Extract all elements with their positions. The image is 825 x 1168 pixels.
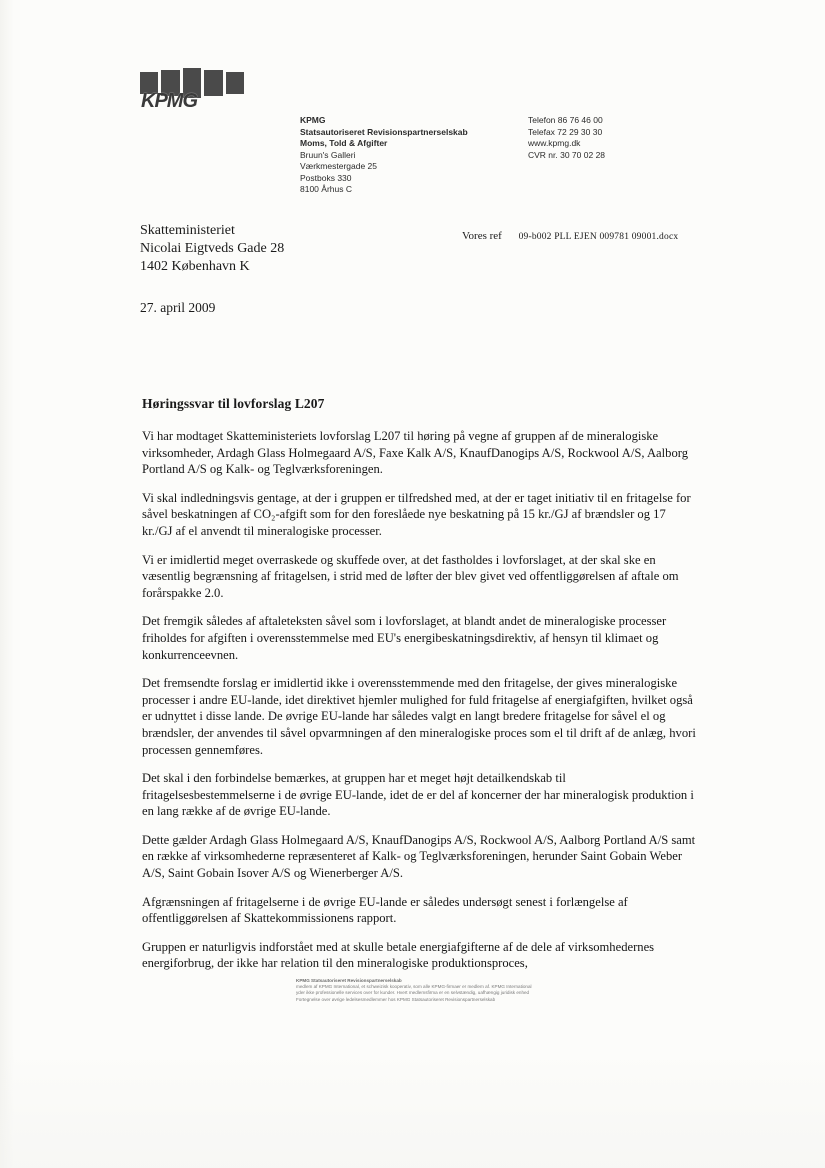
letterhead-box: Postboks 330 (300, 172, 352, 183)
page-title: Høringssvar til lovforslag L207 (142, 396, 325, 411)
recipient-line-2: Nicolai Eigtveds Gade 28 (140, 241, 285, 256)
letterhead-fax: Telefax 72 29 30 30 (528, 126, 603, 137)
paragraph: Gruppen er naturligvis indforstået med at skulle betale energiafgifterne af de dele af virksomhedernes energiforbrug, der ikke har relation til den mineralogiske produktionsproces, (142, 939, 655, 971)
footer-line: medlem af KPMG International, et schweizisk kooperativ, som alle KPMG-firmaer er medlem af. KPMG International (296, 984, 532, 990)
scan-edge-left (0, 0, 14, 1168)
letterhead-cvr: CVR nr. 30 70 02 28 (528, 149, 606, 160)
recipient-address (140, 222, 284, 276)
letter-date: 27. april 2009 (140, 300, 216, 315)
letterhead-address (300, 115, 468, 196)
paragraph: Det fremgik således af aftaleteksten såvel som i lovforslaget, at blandt andet de mineralogiske processer friholdes for afgiften i overensstemmelse med EU's energibeskatningsdirektiv, af hensyn til klimaet og konkurrenceevnen. (142, 614, 667, 662)
paragraph: Det skal i den forbindelse bemærkes, at gruppen har et meget højt detailkendskab til fritagelsesbestemmelserne i de øvrige EU-lande, idet de er del af koncerner der har mineralogisk produktion i en lang række af de øvrige EU-lande. (142, 771, 694, 819)
logo-wordmark: KPMG (141, 90, 197, 112)
letterhead-company: KPMG (300, 115, 326, 125)
letter-body (142, 428, 698, 972)
paragraph: Det fremsendte forslag er imidlertid ikke i overensstemmende med den fritagelse, der gives mineralogiske processer i andre EU-lande, idet direktivet hjemler mulighed for fuld fritagelse af energiafgiften, hvilket også er udnyttet i disse lande. De øvrige EU-lande har således valgt en langt bredere fritagelse for såvel el og brændsler, der anvendes til såvel opvarmningen af den mineralogiske proces som el til drift af de anlæg, hvori processen gennemføres. (142, 676, 696, 757)
reference-block (462, 230, 678, 242)
recipient-line-3: 1402 København K (140, 259, 250, 274)
footer-line: yder ikke professionelle services over for kunder. Hvert medlemsfirma er en selvstændig, uafhængig juridisk enhed (296, 990, 530, 996)
reference-value: 09-b002 PLL EJEN 009781 09001.docx (518, 232, 679, 242)
kpmg-logo (140, 68, 244, 112)
letterhead-street: Værkmestergade 25 (300, 161, 378, 171)
letterhead-phone: Telefon 86 76 46 00 (528, 115, 603, 125)
paragraph: Vi skal indledningsvis gentage, at der i gruppen er tilfredshed med, at der er taget initiativ til en fritagelse for såvel beskatningen af CO₂-afgift som for den foreslåede nye beskatning på 15 kr./GJ af brændsler og 17 kr./GJ af el anvendt til mineralogiske processer. (142, 490, 691, 538)
page-footer (296, 978, 626, 1003)
letterhead-contact (528, 115, 605, 161)
letterhead-entity: Statsautoriseret Revisionspartnerselskab (300, 126, 468, 137)
letterhead-city: 8100 Århus C (300, 184, 352, 194)
letterhead-department: Moms, Told & Afgifter (300, 138, 388, 148)
paragraph: Afgrænsningen af fritagelserne i de øvrige EU-lande er således undersøgt senest i forlængelse af offentliggørelsen af Skattekommissionens rapport. (142, 894, 628, 926)
letterhead-building: Bruun's Galleri (300, 149, 356, 160)
reference-label: Vores ref (462, 230, 502, 242)
footer-line: KPMG Statsautoriseret Revisionspartnerselskab (296, 978, 402, 983)
footer-line: Fortegnelse over øvrige ledelsesmedlemmer hos KPMG Statsautoriseret Revisionspartnerselskab (296, 996, 496, 1002)
paragraph: Dette gælder Ardagh Glass Holmegaard A/S, KnaufDanogips A/S, Rockwool A/S, Aalborg Portland A/S samt en række af virksomhederne repræsenteret af Kalk- og Teglværksforeningen, herunder Saint Gobain Weber A/S, Saint Gobain Isover A/S og Wienerberger A/S. (142, 832, 696, 881)
recipient-line-1: Skatteministeriet (140, 223, 235, 238)
paragraph: Vi har modtaget Skatteministeriets lovforslag L207 til høring på vegne af gruppen af de mineralogiske virksomheder, Ardagh Glass Holmegaard A/S, Faxe Kalk A/S, KnaufDanogips A/S, Rockwool A/S, Aalborg Portland A/S og Kalk- og Teglværksforeningen. (142, 429, 688, 477)
letterhead-website: www.kpmg.dk (528, 138, 581, 148)
scan-edge-bottom (0, 1048, 825, 1168)
paragraph: Vi er imidlertid meget overraskede og skuffede over, at det fastholdes i lovforslaget, at der skal ske en væsentlig begrænsning af fritagelsen, i strid med de løfter der blev givet ved offentliggørelsen af aftale om forårspakke 2.0. (142, 552, 679, 600)
